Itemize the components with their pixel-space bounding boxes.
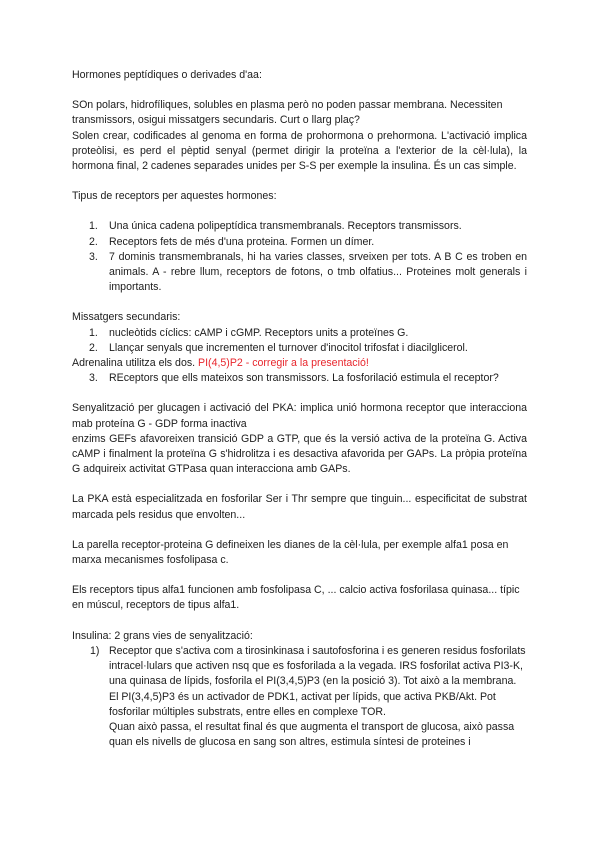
heading-insulina: Insulina: 2 grans vies de senyalització: xyxy=(72,629,253,642)
paragraph-polars: SOn polars, hidrofíliques, solubles en plasma però no poden passar membrana. Necessiten transmissors, osigui missatgers secundaris. Curt o llarg plaç? xyxy=(72,99,503,127)
paragraph-gefs: enzims GEFs afavoreixen transició GDP a GTP, que és la versió activa de la proteïna G. Activa cAMP i finalment la proteïna G s'hidrolitza i es desactiva afavorida per GAPs. La pròpia proteïna G adquireix activitat GTPasa quan interacciona amb GAPs. xyxy=(72,432,527,476)
receptor-types-list xyxy=(72,219,527,295)
list-item-text: 7 dominis transmembranals, hi ha varies classes, srveixen per tots. A B C es troben en animals. A - rebre llum, receptors de fotons, o tmb olfatius... Proteines molt generals i importants. xyxy=(109,250,527,294)
heading-peptide-hormones: Hormones peptídiques o derivades d'aa: xyxy=(72,69,262,81)
list-item xyxy=(72,235,527,250)
paragraph-prohormona: Solen crear, codificades al genoma en forma de prohormona o prehormona. L'activació implica proteòlisi, es perd el pèptid senyal (permet dirigir la proteïna a l'exterior de la cèl·lula), la hormona final, 2 cadenes separades unides per S-S per exemple la insulina. És un cas simple. xyxy=(72,129,527,173)
list-item xyxy=(72,341,527,356)
insulina-paragraph-2: El PI(3,4,5)P3 és un activador de PDK1, activat per lípids, que activa PKB/Akt. Pot fosforilar múltiples substrats, entre elles en complexe TOR. xyxy=(109,690,496,718)
list-item xyxy=(72,644,527,750)
list-item xyxy=(72,219,527,234)
list-item xyxy=(72,250,527,296)
list-item xyxy=(72,326,527,341)
paragraph-pka: La PKA està especialitzada en fosforilar Ser i Thr sempre que tinguin... especificitat de substrat marcada pels residus que envolten... xyxy=(72,493,527,521)
list-item-text: Llançar senyals que incrementen el turnover d'inocitol trifosfat i diacilglicerol. xyxy=(109,341,468,354)
list-item-text: REceptors que ells mateixos son transmissors. La fosforilació estimula el receptor? xyxy=(109,372,499,385)
second-messengers-list xyxy=(72,326,527,356)
insulina-paragraph-1: Receptor que s'activa com a tirosinkinasa i sautofosforina i es generen residus fosforilats intracel·lulars que activen nsq que es fosforilada a la vegada. IRS fosforilat activa PI3-K, una quinasa de lípids, fosforila el PI(3,4,5)P3 (en la posició 3). Tot això a la membrana. xyxy=(109,644,526,688)
adrenalina-note xyxy=(72,356,527,371)
insulina-paragraph-3: Quan això passa, el resultat final és que augmenta el transport de glucosa, això passa quan els nivells de glucosa en sang son altres, estimula síntesi de proteines i xyxy=(109,720,515,749)
list-item-text: Una única cadena polipeptídica transmembranals. Receptors transmissors. xyxy=(109,220,462,233)
paragraph-receptor-protein-g: La parella receptor-proteina G defineixen les dianes de la cèl·lula, per exemple alfa1 posa en marxa mecanismes fosfolipasa c. xyxy=(72,538,509,567)
list-number: 1. xyxy=(89,220,98,233)
list-number: 1) xyxy=(90,644,100,657)
list-number: 3. xyxy=(89,250,98,263)
paragraph-glucagen: Senyalització per glucagen i activació del PKA: implica unió hormona receptor que interacciona mab proteína G - GDP forma inactiva xyxy=(72,402,527,430)
list-number: 2. xyxy=(89,341,98,354)
list-number: 2. xyxy=(89,235,98,248)
heading-receptor-types: Tipus de receptors per aquestes hormones: xyxy=(72,190,277,203)
paragraph-alfa1: Els receptors tipus alfa1 funcionen amb fosfolipasa C, ... calcio activa fosforilasa quinasa... típic en múscul, receptors de tipus alfa1. xyxy=(72,584,520,612)
document-body xyxy=(72,68,527,750)
list-number: 1. xyxy=(89,326,98,339)
second-messengers-list-continued xyxy=(72,371,527,386)
adrenalina-text: Adrenalina utilitza els dos. xyxy=(72,357,196,370)
list-item-text: nucleòtids cíclics: cAMP i cGMP. Receptors units a proteïnes G. xyxy=(109,326,409,339)
list-number: 3. xyxy=(89,372,98,385)
heading-second-messengers: Missatgers secundaris: xyxy=(72,311,181,324)
list-item xyxy=(72,371,527,386)
correction-note: PI(4,5)P2 - corregir a la presentació! xyxy=(198,357,369,370)
list-item-text: Receptors fets de més d'una proteina. Formen un dímer. xyxy=(109,235,375,248)
